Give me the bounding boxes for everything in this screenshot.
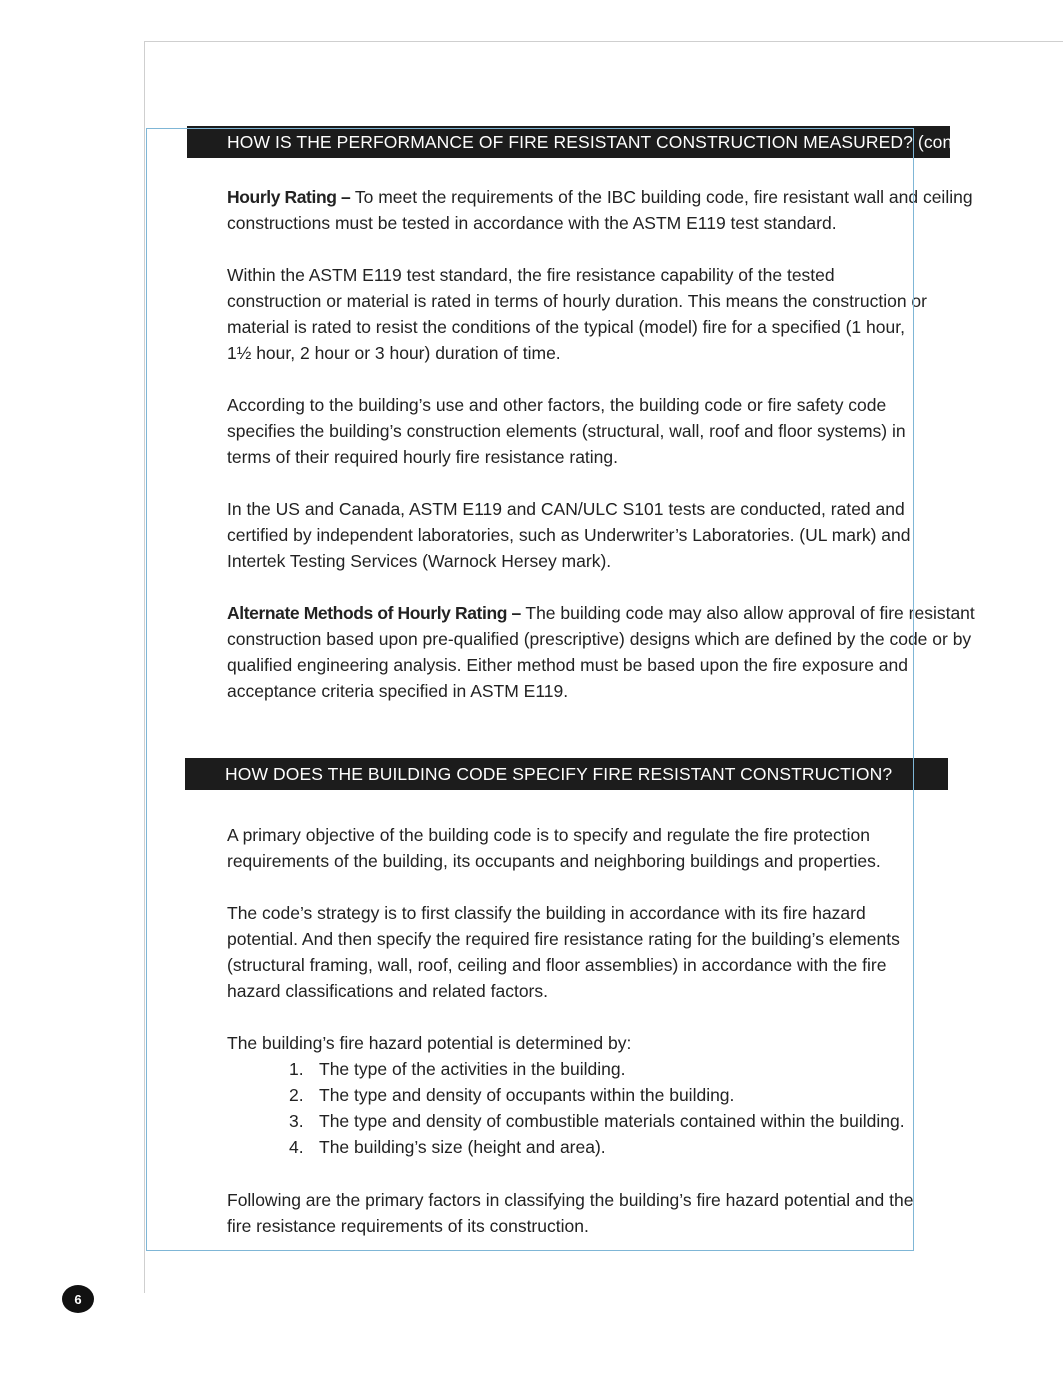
text-line: According to the building’s use and other factors, the building code or fire safety code	[227, 395, 887, 415]
list-item-text: The type of the activities in the building.	[319, 1059, 626, 1079]
page-number-badge: 6	[62, 1285, 94, 1313]
list-number: 2.	[289, 1085, 304, 1105]
paragraph-alternate-methods	[227, 600, 1002, 704]
list-number: 4.	[289, 1137, 304, 1157]
paragraph-hazard-intro: The building’s fire hazard potential is determined by:	[227, 1033, 632, 1053]
list-item	[289, 1082, 905, 1108]
paragraph-astm-e119	[227, 262, 1017, 366]
text-line: fire resistance requirements of its construction.	[227, 1216, 589, 1236]
hazard-factors-list	[289, 1056, 905, 1160]
page-frame-top-rule	[144, 41, 1063, 42]
page-frame-left-rule	[144, 41, 145, 1293]
text-line: Within the ASTM E119 test standard, the fire resistance capability of the tested	[227, 265, 835, 285]
list-item	[289, 1134, 905, 1160]
paragraph-primary-objective	[227, 822, 1017, 874]
text-line: specifies the building’s construction elements (structural, wall, roof and floor systems) in	[227, 421, 906, 441]
text-line: The code’s strategy is to first classify the building in accordance with its fire hazard	[227, 903, 866, 923]
text-line: requirements of the building, its occupants and neighboring buildings and properties.	[227, 851, 881, 871]
paragraph-hourly-rating	[227, 184, 1017, 236]
term-hourly-rating: Hourly Rating –	[227, 187, 351, 207]
text-line: hazard classifications and related factors.	[227, 981, 548, 1001]
text-line: In the US and Canada, ASTM E119 and CAN/ULC S101 tests are conducted, rated and	[227, 499, 905, 519]
section-heading-building-code: HOW DOES THE BUILDING CODE SPECIFY FIRE RESISTANT CONSTRUCTION?	[185, 758, 948, 790]
text-line: material is rated to resist the conditions of the typical (model) fire for a specified (1 hour,	[227, 317, 905, 337]
list-item-text: The type and density of occupants within the building.	[319, 1085, 735, 1105]
paragraph-building-use	[227, 392, 1017, 470]
list-item-text: The type and density of combustible materials contained within the building.	[319, 1111, 905, 1131]
list-item-text: The building’s size (height and area).	[319, 1137, 606, 1157]
paragraph-us-canada-testing	[227, 496, 1017, 574]
text-line: 1½ hour, 2 hour or 3 hour) duration of time.	[227, 343, 561, 363]
text-line: A primary objective of the building code is to specify and regulate the fire protection	[227, 825, 871, 845]
paragraph-code-strategy	[227, 900, 1017, 1004]
paragraph-following-factors	[227, 1187, 1017, 1239]
section-heading-performance: HOW IS THE PERFORMANCE OF FIRE RESISTANT CONSTRUCTION MEASURED? (cont.)	[187, 126, 950, 158]
text-line: Intertek Testing Services (Warnock Hersey mark).	[227, 551, 612, 571]
text-line: (structural framing, wall, roof, ceiling and floor assemblies) in accordance with the fire	[227, 955, 887, 975]
list-item	[289, 1056, 905, 1082]
text-line: Following are the primary factors in classifying the building’s fire hazard potential and the	[227, 1190, 914, 1210]
list-number: 1.	[289, 1059, 304, 1079]
text-line: construction or material is rated in terms of hourly duration. This means the construction or	[227, 291, 927, 311]
text-line: potential. And then specify the required fire resistance rating for the building’s elements	[227, 929, 900, 949]
alternate-methods-text: The building code may also allow approval of fire resistant construction based upon pre-qualified (prescriptive) designs which are defined by the code or by qualified engineering analysis. Either method must be based upon the fire exposure and acceptance criteria specified in ASTM E119.	[227, 603, 975, 701]
text-line: terms of their required hourly fire resistance rating.	[227, 447, 618, 467]
list-number: 3.	[289, 1111, 304, 1131]
text-line: certified by independent laboratories, such as Underwriter’s Laboratories. (UL mark) and	[227, 525, 911, 545]
term-alternate-methods: Alternate Methods of Hourly Rating –	[227, 603, 521, 623]
hourly-rating-text: To meet the requirements of the IBC building code, fire resistant wall and ceiling constructions must be tested in accordance with the ASTM E119 test standard.	[227, 187, 973, 233]
list-item	[289, 1108, 905, 1134]
